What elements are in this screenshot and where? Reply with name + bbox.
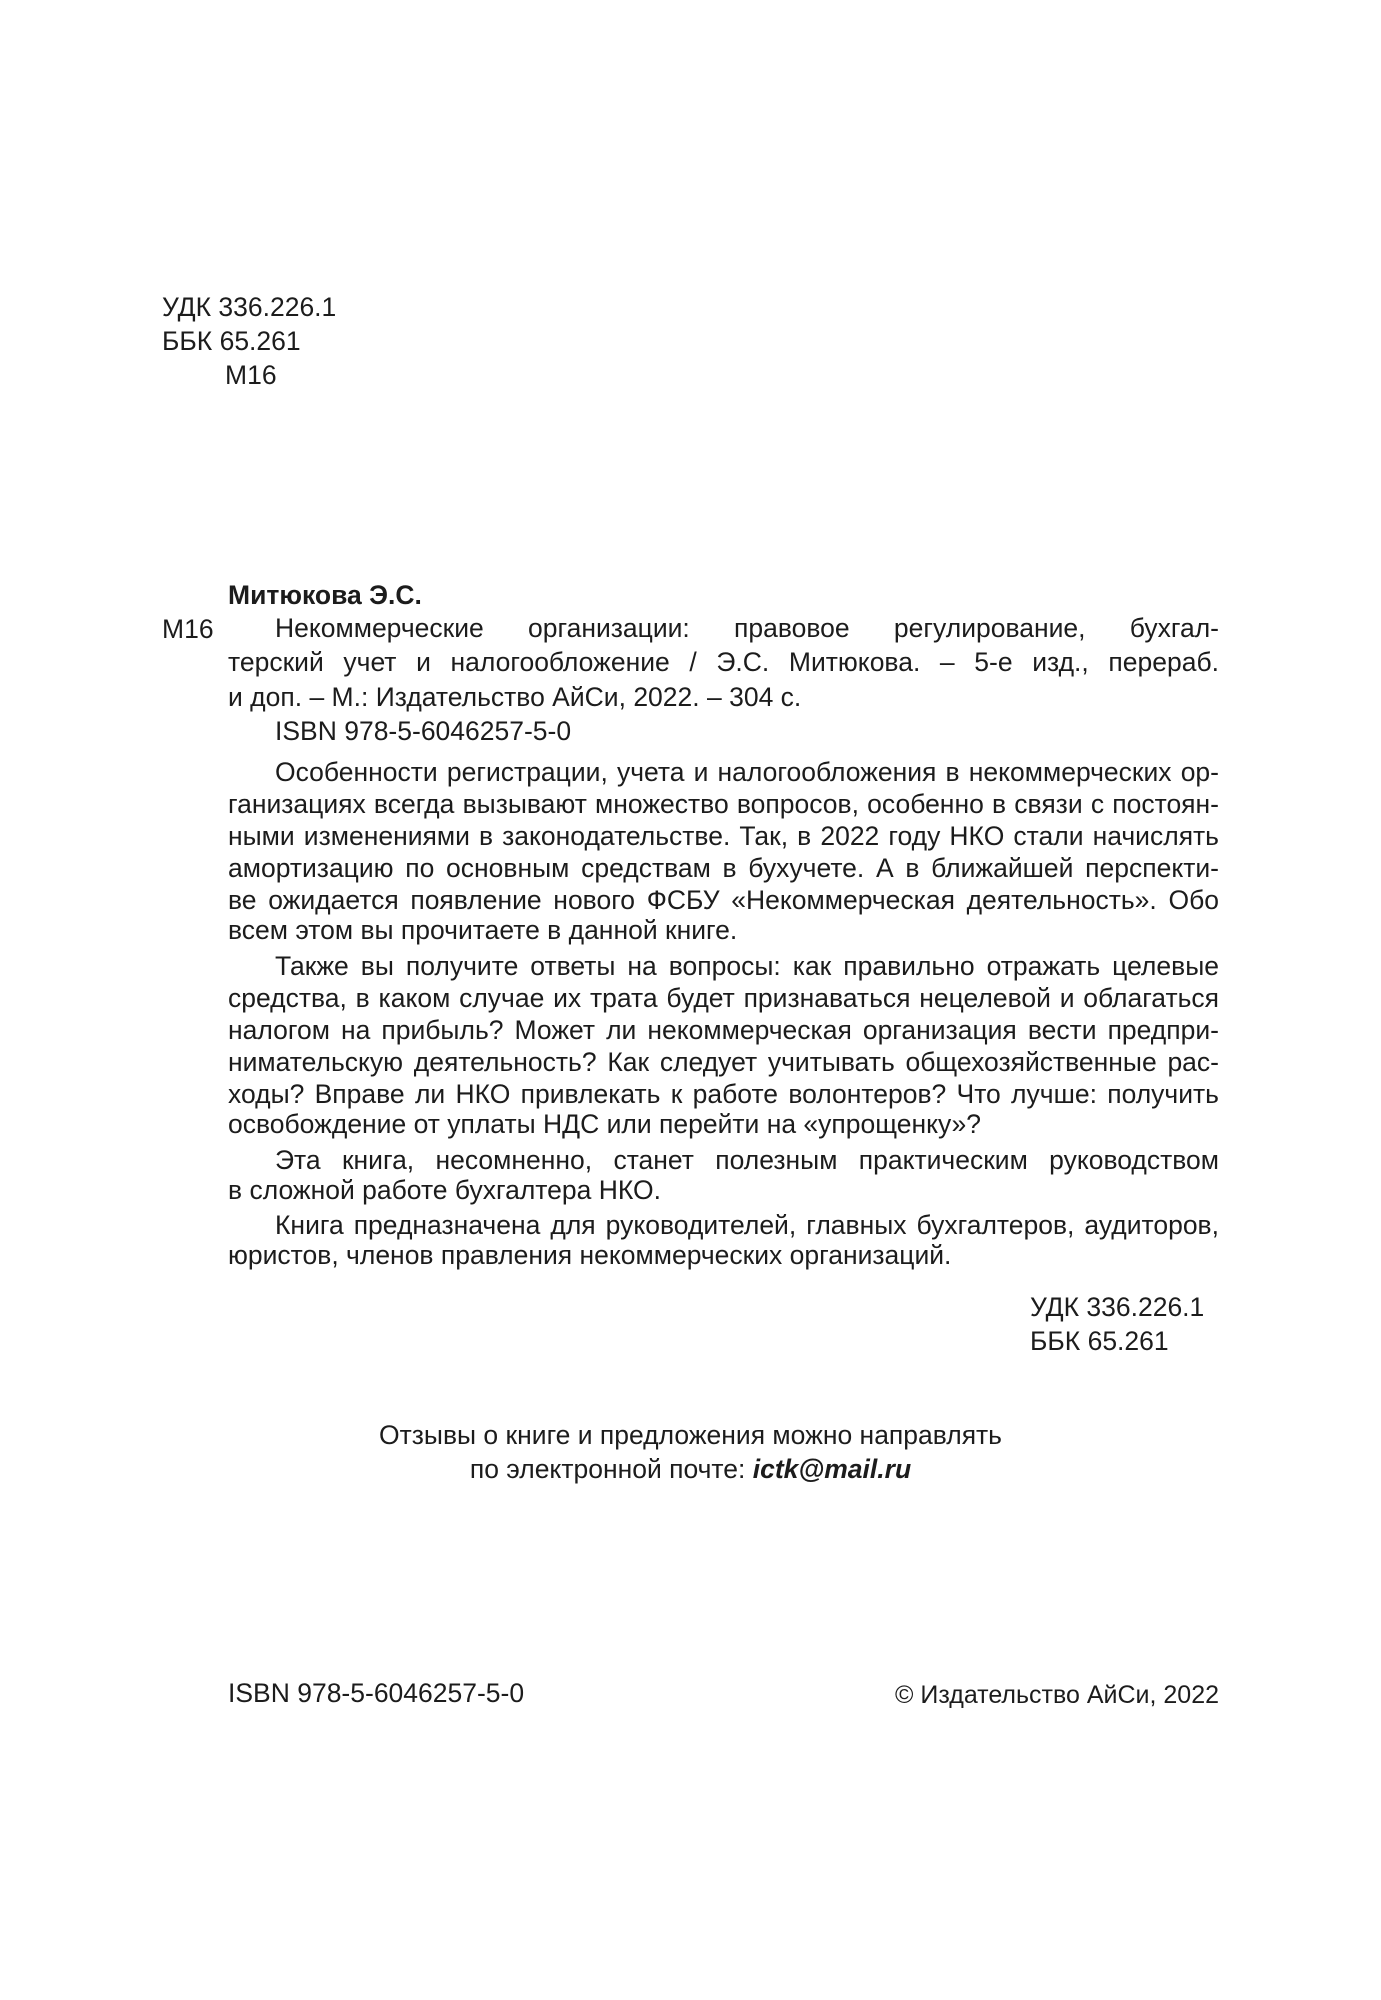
annotation-line: освобождение от уплаты НДС или перейти на «упрощенку»? bbox=[228, 1109, 982, 1139]
annotation-line: ганизациях всегда вызывают множество вопросов, особенно в связи с постоян- bbox=[228, 789, 1219, 819]
feedback-line: Отзывы о книге и предложения можно направлять bbox=[379, 1420, 1002, 1450]
footer-copyright: © Издательство АйСи, 2022 bbox=[894, 1681, 1219, 1709]
feedback-email[interactable]: ictk@mail.ru bbox=[752, 1454, 912, 1484]
annotation-line: Также вы получите ответы на вопросы: как правильно отражать целевые bbox=[275, 951, 1219, 981]
bibliography-line: Некоммерческие организации: правовое регулирование, бухгал- bbox=[275, 613, 1219, 643]
top-bbk: ББК 65.261 bbox=[162, 326, 301, 356]
annotation-line: амортизацию по основным средствам в бухучете. А в ближайшей перспекти- bbox=[228, 853, 1219, 883]
annotation-line: юристов, членов правления некоммерческих организаций. bbox=[228, 1240, 952, 1270]
annotation-line: ными изменениями в законодательстве. Так, в 2022 году НКО стали начислять bbox=[228, 821, 1219, 851]
annotation-line: Особенности регистрации, учета и налогообложения в некоммерческих ор- bbox=[275, 757, 1219, 787]
annotation-line: средства, в каком случае их трата будет признаваться нецелевой и облагаться bbox=[228, 983, 1219, 1013]
bibliography-isbn: ISBN 978-5-6046257-5-0 bbox=[275, 716, 572, 746]
annotation-line: в сложной работе бухгалтера НКО. bbox=[228, 1175, 661, 1205]
annotation-line: Эта книга, несомненно, станет полезным практическим руководством bbox=[275, 1145, 1219, 1175]
annotation-line: налогом на прибыль? Может ли некоммерческая организация вести предпри- bbox=[228, 1015, 1219, 1045]
author-name: Митюкова Э.С. bbox=[228, 580, 422, 610]
bottom-bbk: ББК 65.261 bbox=[1030, 1326, 1169, 1356]
footer-isbn: ISBN 978-5-6046257-5-0 bbox=[228, 1678, 525, 1708]
bibliography-line: терский учет и налогообложение / Э.С. Митюкова. – 5-е изд., перераб. bbox=[228, 647, 1219, 677]
annotation-line: ходы? Вправе ли НКО привлекать к работе волонтеров? Что лучше: получить bbox=[228, 1079, 1219, 1109]
feedback-prefix: по электронной почте: bbox=[469, 1454, 753, 1484]
top-author-code: М16 bbox=[225, 360, 277, 390]
bibliography-line: и доп. – М.: Издательство АйСи, 2022. – 304 с. bbox=[228, 682, 802, 712]
bibliography-code: М16 bbox=[162, 614, 214, 644]
annotation-line: нимательскую деятельность? Как следует учитывать общехозяйственные рас- bbox=[228, 1047, 1219, 1077]
feedback-contact bbox=[0, 1452, 1381, 1486]
bottom-udk: УДК 336.226.1 bbox=[1030, 1292, 1205, 1322]
annotation-line: ве ожидается появление нового ФСБУ «Некоммерческая деятельность». Обо bbox=[228, 885, 1219, 915]
top-udk: УДК 336.226.1 bbox=[162, 292, 337, 322]
annotation-line: Книга предназначена для руководителей, главных бухгалтеров, аудиторов, bbox=[275, 1210, 1219, 1240]
annotation-line: всем этом вы прочитаете в данной книге. bbox=[228, 915, 738, 945]
